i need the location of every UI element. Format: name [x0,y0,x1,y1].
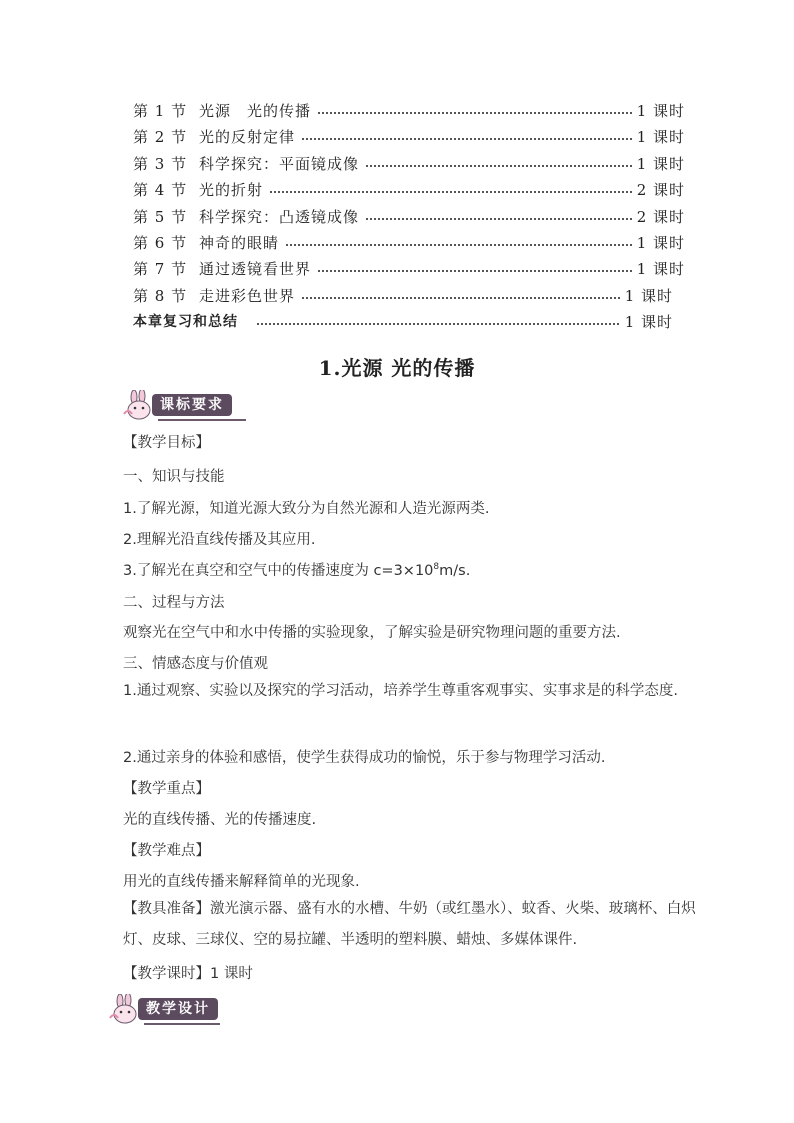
standards-banner [118,392,246,422]
toc-class-hours: 1 课时 [621,309,673,335]
standards-banner-label: 课标要求 [152,394,232,416]
knowledge-heading: 一、知识与技能 [123,469,225,485]
toc-section-number: 第 2 节 [133,128,188,147]
toc-section-title: 神奇的眼睛 [199,230,285,256]
toc-row [133,204,693,230]
toc-row [133,124,693,150]
materials-paragraph [123,894,703,956]
toc-section-number: 第 3 节 [133,154,188,173]
emotion-item-1: 1.通过观察、实验以及探究的学习活动，培养学生尊重客观事实、实事求是的科学态度. [123,683,678,699]
knowledge-item-1: 1.了解光源，知道光源大致分为自然光源和人造光源两类. [123,501,490,517]
toc-section-number: 第 5 节 [133,207,188,226]
key-points-label: 【教学重点】 [123,781,210,797]
toc-class-hours: 2 课时 [633,177,685,203]
toc-row [133,283,693,309]
banner-underline [158,419,246,421]
toc-class-hours: 2 课时 [633,204,685,230]
materials-label: 【教具准备】 [123,901,210,917]
key-points-text: 光的直线传播、光的传播速度. [123,812,317,828]
toc-row [133,98,693,124]
toc-section-number: 第 6 节 [133,233,188,252]
process-heading: 二、过程与方法 [123,595,225,611]
toc-row-chapter-review [133,309,693,335]
toc-section-title: 光的折射 [199,177,269,203]
toc-leader-dots [233,323,623,325]
emotion-heading: 三、情感态度与价值观 [123,656,268,672]
toc-row [133,256,693,282]
toc-section-title: 科学探究：凸透镜成像 [199,204,365,230]
design-banner [104,996,220,1026]
design-banner-label: 教学设计 [138,998,218,1020]
toc-row [133,151,693,177]
materials-text: 激光演示器、盛有水的水槽、牛奶（或红墨水）、蚊香、火柴、玻璃杯、白炽灯、皮球、三球仪、空的易拉罐、半透明的塑料膜、蜡烛、多媒体课件. [123,901,696,948]
difficulty-text: 用光的直线传播来解释简单的光现象. [123,874,360,890]
hours-label: 【教学课时】 [123,966,210,982]
toc-class-hours: 1 课时 [633,124,685,150]
knowledge-item-3-unit: m/s. [439,563,471,579]
toc-section-title: 通过透镜看世界 [199,256,317,282]
chapter-contents [133,98,693,336]
toc-section-title: 光的反射定律 [199,124,301,150]
toc-section-number: 第 4 节 [133,181,188,200]
knowledge-item-3-text: 3.了解光在真空和空气中的传播速度为 c=3×10 [123,563,434,579]
toc-class-hours: 1 课时 [633,151,685,177]
toc-row [133,230,693,256]
toc-section-title: 光源 光的传播 [199,98,317,124]
lesson-title: 1.光源 光的传播 [318,356,476,380]
process-text: 观察光在空气中和水中传播的实验现象，了解实验是研究物理问题的重要方法. [123,625,621,641]
toc-row [133,177,693,203]
knowledge-item-3 [123,559,703,580]
goals-label: 【教学目标】 [123,435,210,451]
knowledge-item-2: 2.理解光沿直线传播及其应用. [123,532,316,548]
toc-section-title: 本章复习和总结 [133,309,256,335]
toc-class-hours: 1 课时 [621,283,673,309]
toc-class-hours: 1 课时 [633,256,685,282]
hours-text: 1 课时 [210,966,253,982]
toc-section-number: 第 7 节 [133,260,188,279]
toc-class-hours: 1 课时 [633,98,685,124]
exponent: 8 [433,562,440,573]
toc-section-number: 第 1 节 [133,102,188,120]
banner-underline [144,1023,220,1025]
toc-section-number: 第 8 节 [133,286,188,305]
toc-class-hours: 1 课时 [633,230,685,256]
difficulty-label: 【教学难点】 [123,843,210,859]
hours-paragraph [123,962,703,983]
emotion-item-2: 2.通过亲身的体验和感悟，使学生获得成功的愉悦，乐于参与物理学习活动. [123,750,606,766]
toc-section-title: 科学探究：平面镜成像 [199,151,365,177]
toc-section-title: 走进彩色世界 [199,283,301,309]
